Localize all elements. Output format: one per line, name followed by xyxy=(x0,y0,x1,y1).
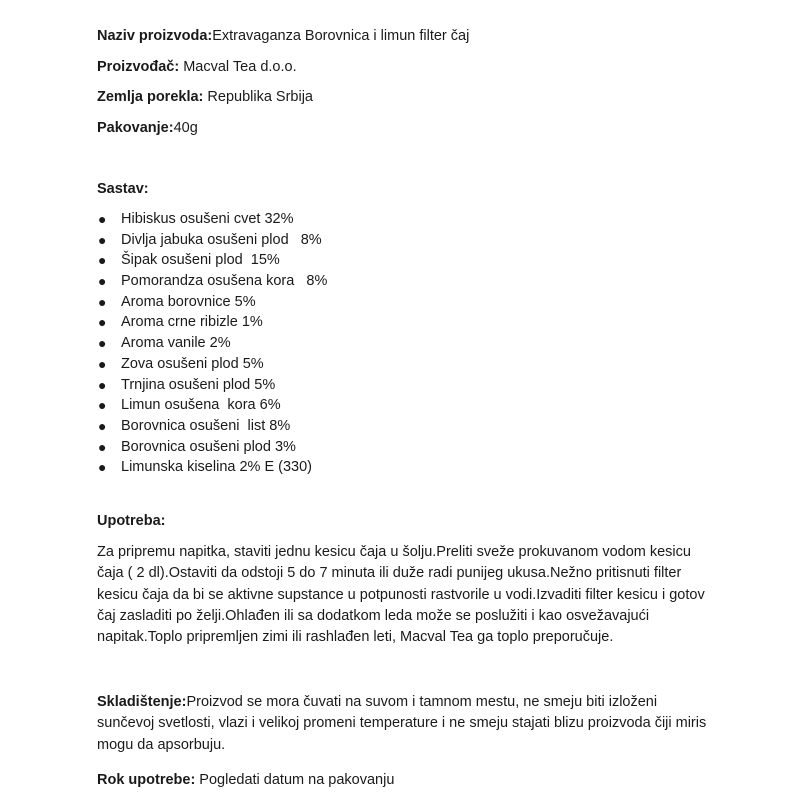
list-item-text: Trnjina osušeni plod 5% xyxy=(121,376,276,393)
manufacturer-line xyxy=(97,58,297,76)
list-item xyxy=(97,395,327,416)
list-item-text: Pomorandza osušena kora 8% xyxy=(121,273,328,290)
manufacturer-value: Macval Tea d.o.o. xyxy=(179,59,297,75)
storage-label: Skladištenje: xyxy=(97,694,187,710)
storage-text: Proizvod se mora čuvati na suvom i tamnom mestu, ne smeju biti izloženi sunčevoj svetlosti, vlazi i velikoj promeni temperature i ne smeju stajati blizu proizvoda čiji miris mogu da apsorbuju. xyxy=(97,694,707,753)
composition-list xyxy=(97,209,327,478)
list-item-text: Hibiskus osušeni cvet 32% xyxy=(121,211,294,227)
composition-heading: Sastav: xyxy=(97,181,149,197)
list-item-text: Aroma crne ribizle 1% xyxy=(121,314,263,331)
packaging-line xyxy=(97,119,198,137)
list-item xyxy=(97,354,327,375)
list-item-text: Divlja jabuka osušeni plod 8% xyxy=(121,231,322,248)
origin-value: Republika Srbija xyxy=(203,89,313,105)
list-item-text: Aroma vanile 2% xyxy=(121,335,231,352)
list-item xyxy=(97,292,327,313)
list-item xyxy=(97,375,327,396)
list-item xyxy=(97,437,327,458)
usage-paragraph: Za pripremu napitka, staviti jednu kesicu čaja u šolju.Preliti sveže prokuvanom vodom kesicu čaja ( 2 dl).Ostaviti da odstoji 5 do 7 minuta ili duže radi punijeg ukusa.Nežno pritisnuti filter kesicu čaja da bi se aktivne supstance u potpunosti rastvorile u vodi.Izvaditi filter kesicu i gotov čaj zasladiti po želji.Ohlađen ili sa dodatkom leda može se poslužiti i kao osvežavajući napitak.Toplo pripremljen zimi ili rashlađen leti, Macval Tea ga toplo preporučuje. xyxy=(97,544,705,646)
storage-paragraph xyxy=(97,692,709,756)
bullet-icon: ● xyxy=(98,231,107,248)
bullet-icon: ● xyxy=(98,397,107,414)
packaging-value: 40g xyxy=(173,120,198,136)
list-item xyxy=(97,250,327,271)
manufacturer-label: Proizvođač: xyxy=(97,59,180,75)
usage-heading: Upotreba: xyxy=(97,513,166,529)
list-item xyxy=(97,271,327,292)
list-item xyxy=(97,312,327,333)
expiry-line xyxy=(97,771,394,789)
origin-line xyxy=(97,88,313,106)
bullet-icon: ● xyxy=(98,417,107,434)
product-name-line xyxy=(97,27,469,45)
expiry-label: Rok upotrebe: xyxy=(97,772,196,788)
expiry-value: Pogledati datum na pakovanju xyxy=(195,772,395,788)
list-item-text: Šipak osušeni plod 15% xyxy=(121,252,280,269)
list-item xyxy=(97,230,327,251)
list-item xyxy=(97,457,327,478)
bullet-icon: ● xyxy=(98,252,107,269)
list-item-text: Borovnica osušeni list 8% xyxy=(121,417,291,434)
bullet-icon: ● xyxy=(98,314,107,331)
list-item-text: Aroma borovnice 5% xyxy=(121,293,256,310)
bullet-icon: ● xyxy=(98,273,107,290)
bullet-icon: ● xyxy=(98,376,107,393)
packaging-label: Pakovanje: xyxy=(97,120,174,136)
bullet-icon: ● xyxy=(98,438,107,455)
bullet-icon: ● xyxy=(98,335,107,352)
product-name-label: Naziv proizvoda: xyxy=(97,28,213,44)
bullet-icon: ● xyxy=(98,211,107,227)
bullet-icon: ● xyxy=(98,355,107,372)
list-item xyxy=(97,209,327,230)
list-item-text: Zova osušeni plod 5% xyxy=(121,355,264,372)
list-item xyxy=(97,416,327,437)
bullet-icon: ● xyxy=(98,459,107,476)
list-item xyxy=(97,333,327,354)
product-name-value: Extravaganza Borovnica i limun filter čaj xyxy=(212,28,470,44)
origin-label: Zemlja porekla: xyxy=(97,89,204,105)
list-item-text: Limunska kiselina 2% E (330) xyxy=(121,459,313,476)
bullet-icon: ● xyxy=(98,293,107,310)
list-item-text: Borovnica osušeni plod 3% xyxy=(121,438,296,455)
list-item-text: Limun osušena kora 6% xyxy=(121,397,281,414)
